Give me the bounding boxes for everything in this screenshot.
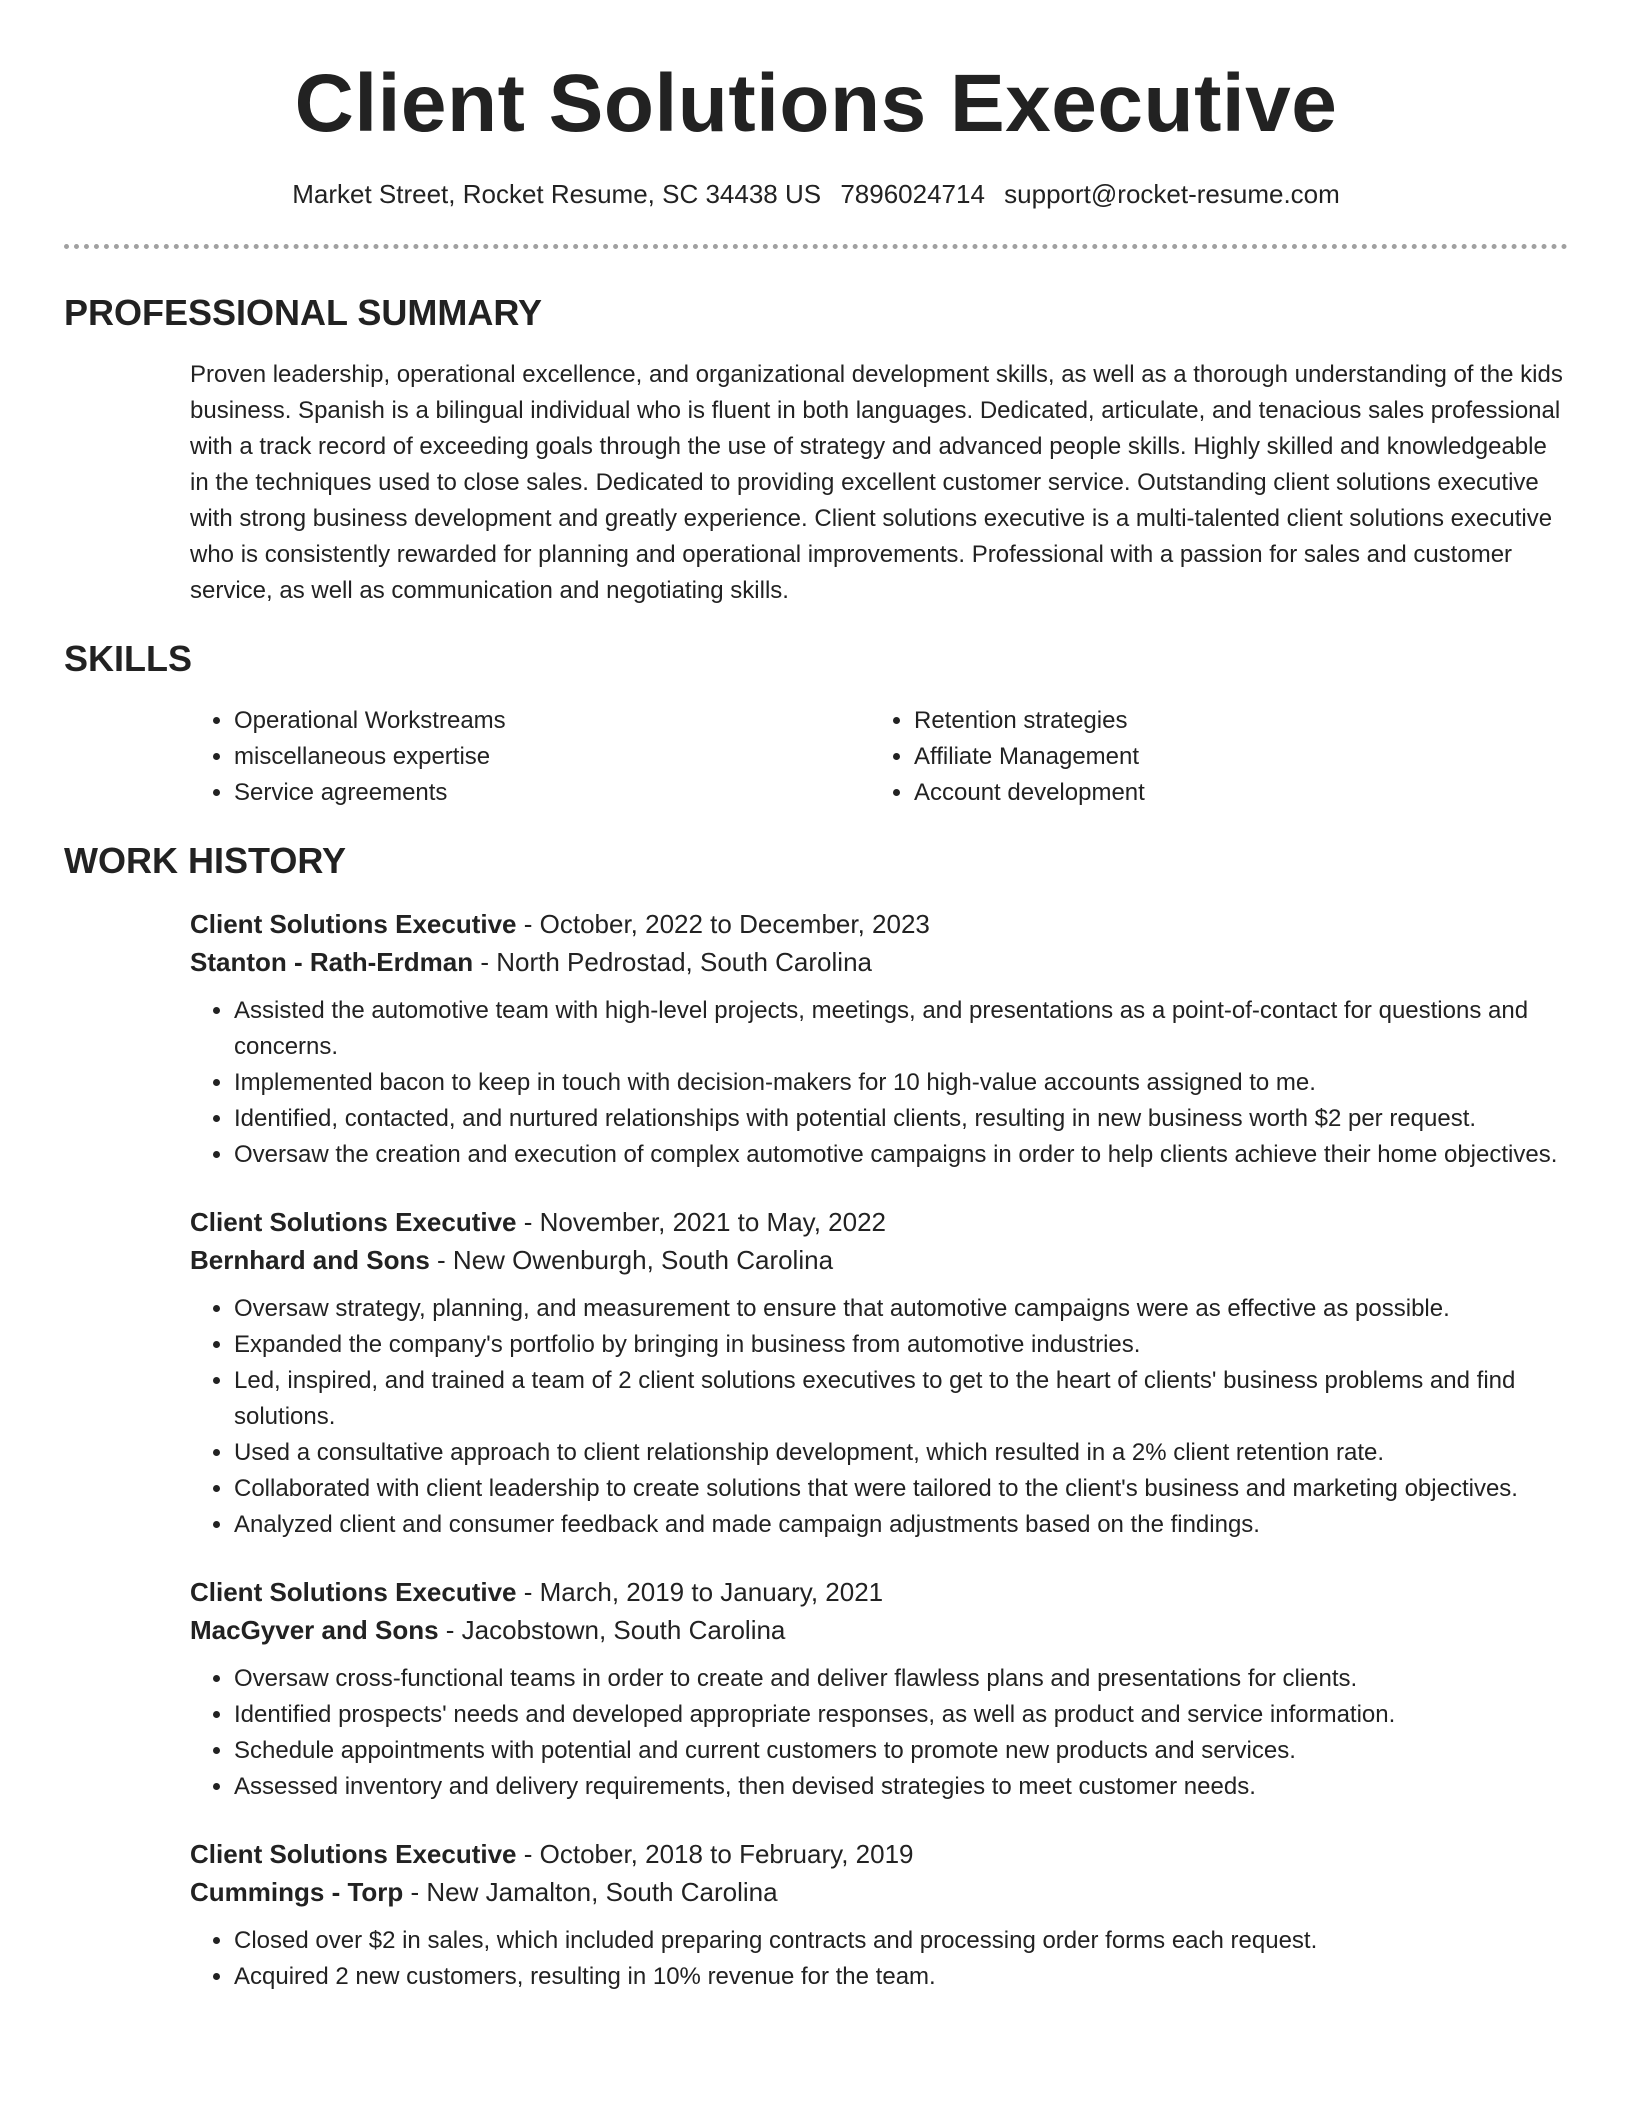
job-dates: - October, 2018 to February, 2019 — [516, 1839, 914, 1869]
job-company-line — [190, 943, 1568, 981]
job-company-line — [190, 1611, 1568, 1649]
job-entry — [190, 905, 1568, 1173]
skill-item: • Operational Workstreams — [234, 703, 870, 739]
job-company: Stanton - Rath-Erdman — [190, 947, 474, 977]
job-title-line — [190, 1203, 1568, 1241]
job-bullet: • Closed over $2 in sales, which included preparing contracts and processing order forms each request. — [234, 1923, 1568, 1959]
job-dates: - November, 2021 to May, 2022 — [516, 1207, 887, 1237]
job-bullet: • Implemented bacon to keep in touch with decision-makers for 10 high-value accounts assigned to me. — [234, 1065, 1568, 1101]
contact-phone: 7896024714 — [840, 179, 985, 209]
skill-item: • Retention strategies — [914, 703, 1550, 739]
job-bullet: • Identified prospects' needs and developed appropriate responses, as well as product and service information. — [234, 1697, 1568, 1733]
contact-address: Market Street, Rocket Resume, SC 34438 US — [292, 179, 822, 209]
job-location: - North Pedrostad, South Carolina — [473, 947, 872, 977]
job-bullets — [190, 1661, 1568, 1805]
work-history-list — [190, 905, 1568, 1995]
job-bullet: • Analyzed client and consumer feedback and made campaign adjustments based on the findings. — [234, 1507, 1568, 1543]
job-title-line — [190, 1835, 1568, 1873]
job-bullet: • Acquired 2 new customers, resulting in 10% revenue for the team. — [234, 1959, 1568, 1995]
resume-name: Client Solutions Executive — [294, 58, 1338, 149]
job-role: Client Solutions Executive — [190, 1207, 517, 1237]
job-bullet: • Schedule appointments with potential and current customers to promote new products and services. — [234, 1733, 1568, 1769]
job-bullet: • Oversaw strategy, planning, and measurement to ensure that automotive campaigns were as effective as possible. — [234, 1291, 1568, 1327]
contact-line — [64, 178, 1568, 210]
contact-email[interactable]: support@rocket-resume.com — [1004, 179, 1340, 209]
job-role: Client Solutions Executive — [190, 909, 517, 939]
resume-page — [64, 0, 1568, 1995]
job-bullets — [190, 993, 1568, 1173]
skills-column-left — [190, 703, 870, 811]
skills-list — [190, 703, 1568, 811]
job-dates: - March, 2019 to January, 2021 — [516, 1577, 884, 1607]
summary-heading: PROFESSIONAL SUMMARY — [64, 292, 543, 333]
job-bullet: • Assisted the automotive team with high-level projects, meetings, and presentations as a point-of-contact for questions and concerns. — [234, 993, 1568, 1065]
skill-item: • Affiliate Management — [914, 739, 1550, 775]
job-role: Client Solutions Executive — [190, 1839, 517, 1869]
job-title-line — [190, 905, 1568, 943]
job-location: - Jacobstown, South Carolina — [438, 1615, 786, 1645]
job-company: MacGyver and Sons — [190, 1615, 439, 1645]
job-bullet: • Used a consultative approach to client relationship development, which resulted in a 2% client retention rate. — [234, 1435, 1568, 1471]
job-bullets — [190, 1923, 1568, 1995]
job-entry — [190, 1203, 1568, 1543]
job-bullet: • Oversaw cross-functional teams in order to create and deliver flawless plans and presentations for clients. — [234, 1661, 1568, 1697]
job-company: Cummings - Torp — [190, 1877, 404, 1907]
skills-column-right — [870, 703, 1550, 811]
job-bullet: • Assessed inventory and delivery requirements, then devised strategies to meet customer needs. — [234, 1769, 1568, 1805]
skill-item: • miscellaneous expertise — [234, 739, 870, 775]
job-entry — [190, 1573, 1568, 1805]
job-role: Client Solutions Executive — [190, 1577, 517, 1607]
header-divider — [64, 244, 1568, 249]
job-bullet: • Collaborated with client leadership to create solutions that were tailored to the client's business and marketing objectives. — [234, 1471, 1568, 1507]
job-entry — [190, 1835, 1568, 1995]
job-bullets — [190, 1291, 1568, 1543]
summary-text: Proven leadership, operational excellence, and organizational development skills, as well as a thorough understanding of the kids business. Spanish is a bilingual individual who is fluent in both languages. Dedicated, articulate, and tenacious sales professional with a track record of exceeding goals through the use of strategy and advanced people skills. Highly skilled and knowledgeable in the techniques used to close sales. Dedicated to providing excellent customer service. Outstanding client solutions executive with strong business development and greatly experience. Client solutions executive is a multi-talented client solutions executive who is consistently rewarded for planning and operational improvements. Professional with a passion for sales and customer service, as well as communication and negotiating skills. — [190, 361, 1563, 604]
job-company: Bernhard and Sons — [190, 1245, 430, 1275]
job-title-line — [190, 1573, 1568, 1611]
job-dates: - October, 2022 to December, 2023 — [516, 909, 930, 939]
job-location: - New Jamalton, South Carolina — [403, 1877, 778, 1907]
skill-item: • Service agreements — [234, 775, 870, 811]
job-company-line — [190, 1873, 1568, 1911]
job-bullet: • Identified, contacted, and nurtured relationships with potential clients, resulting in new business worth $2 per request. — [234, 1101, 1568, 1137]
job-company-line — [190, 1241, 1568, 1279]
job-location: - New Owenburgh, South Carolina — [429, 1245, 834, 1275]
skill-item: • Account development — [914, 775, 1550, 811]
skills-heading: SKILLS — [64, 638, 193, 679]
job-bullet: • Led, inspired, and trained a team of 2 client solutions executives to get to the heart of clients' business problems and find solutions. — [234, 1363, 1568, 1435]
work-history-heading: WORK HISTORY — [64, 840, 347, 881]
job-bullet: • Oversaw the creation and execution of complex automotive campaigns in order to help clients achieve their home objectives. — [234, 1137, 1568, 1173]
job-bullet: • Expanded the company's portfolio by bringing in business from automotive industries. — [234, 1327, 1568, 1363]
